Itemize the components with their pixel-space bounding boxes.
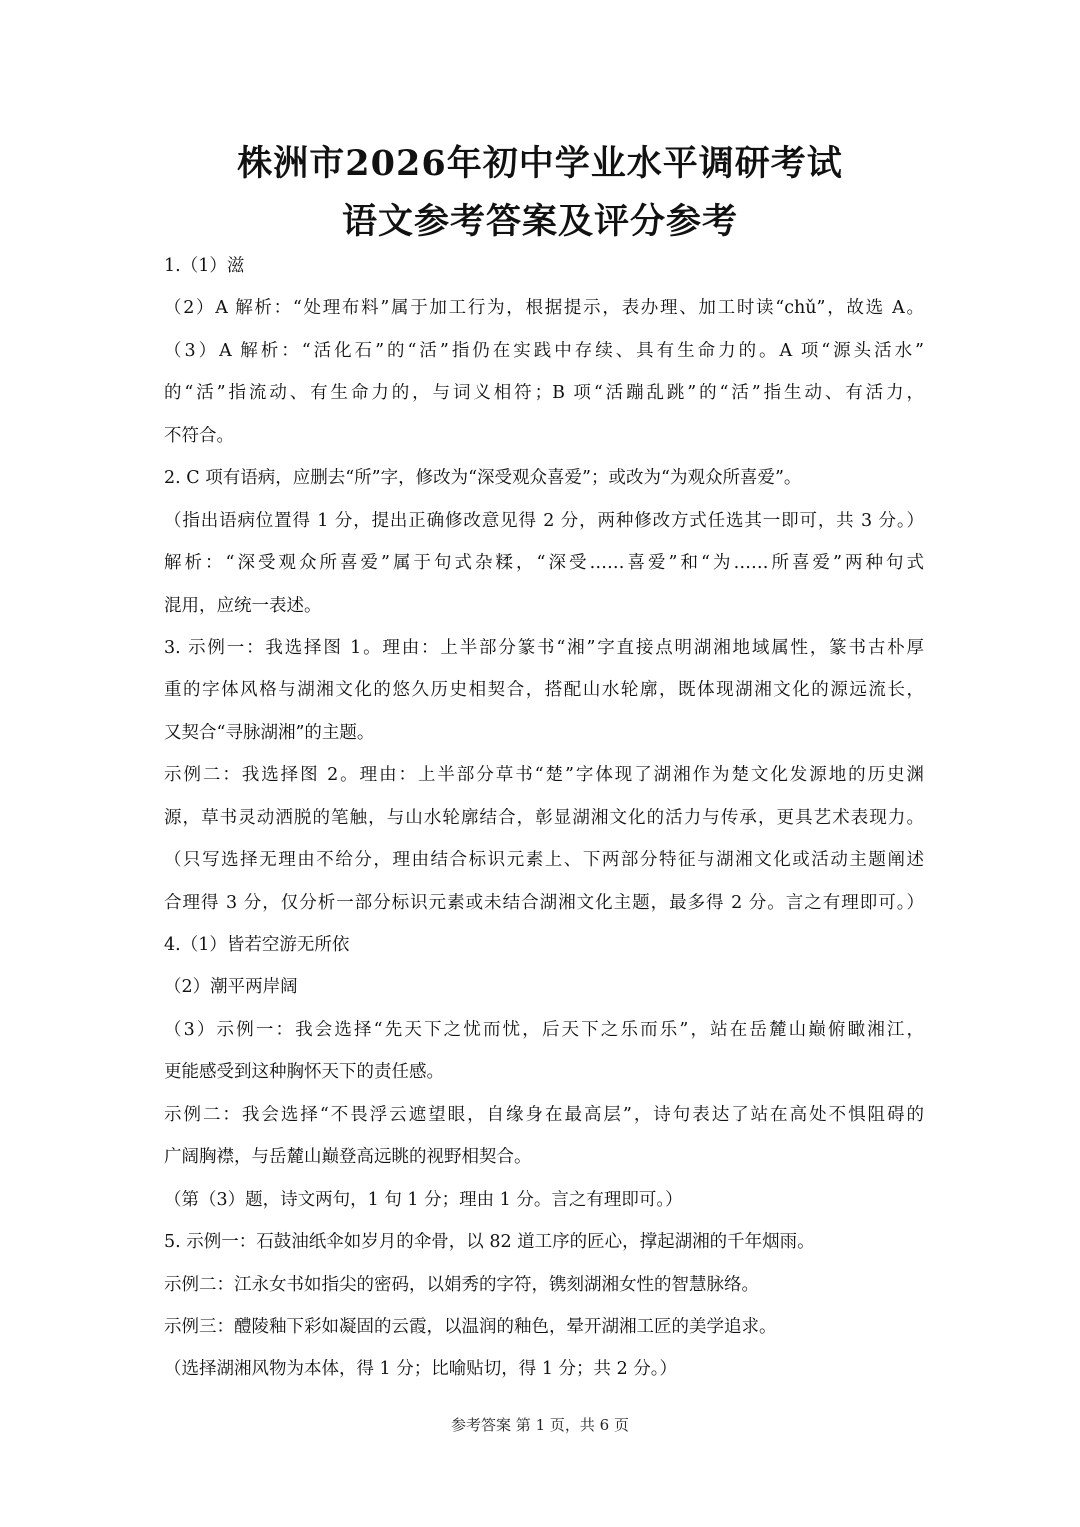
page-footer: 参考答案 第 1 页，共 6 页 xyxy=(451,1416,629,1434)
answer-content xyxy=(164,245,924,1391)
answer-line: 示例二：我会选择“不畏浮云遮望眼，自缘身在最高层”，诗句表达了站在高处不惧阻碍的 xyxy=(164,1104,924,1125)
answer-line: 示例二：江永女书如指尖的密码，以娟秀的字符，镌刻湖湘女性的智慧脉络。 xyxy=(164,1274,759,1295)
answer-line: 示例三：醴陵釉下彩如凝固的云霞，以温润的釉色，晕开湖湘工匠的美学追求。 xyxy=(164,1316,777,1337)
answer-line: （3）示例一：我会选择“先天下之忧而忧，后天下之乐而乐”，站在岳麓山巅俯瞰湘江， xyxy=(164,1019,924,1040)
answer-line: 5. 示例一：石鼓油纸伞如岁月的伞骨，以 82 道工序的匠心，撑起湖湘的千年烟雨。 xyxy=(164,1232,815,1253)
answer-line: 示例二：我选择图 2。理由：上半部分草书“楚”字体现了湖湘作为楚文化发源地的历史渊 xyxy=(164,765,924,786)
answer-line: （2）A 解析：“处理布料”属于加工行为，根据提示，表办理、加工时读“chǔ”，故选 A。 xyxy=(164,298,924,319)
exam-title: 株洲市2026年初中学业水平调研考试 xyxy=(237,143,843,184)
answer-line: 源，草书灵动洒脱的笔触，与山水轮廓结合，彰显湖湘文化的活力与传承，更具艺术表现力。 xyxy=(164,807,924,828)
answer-line: 解析：“深受观众所喜爱”属于句式杂糅，“深受……喜爱”和“为……所喜爱”两种句式 xyxy=(164,553,924,574)
answer-line: 混用，应统一表述。 xyxy=(164,595,322,616)
answer-line: 不符合。 xyxy=(164,425,234,446)
answer-line: 3. 示例一：我选择图 1。理由：上半部分篆书“湘”字直接点明湖湘地域属性，篆书古朴厚 xyxy=(164,637,924,658)
answer-line: 2. C 项有语病，应删去“所”字，修改为“深受观众喜爱”；或改为“为观众所喜爱”。 xyxy=(164,468,802,489)
answer-line: （指出语病位置得 1 分，提出正确修改意见得 2 分，两种修改方式任选其一即可，共 3 分。） xyxy=(164,510,924,531)
document-subtitle: 语文参考答案及评分参考 xyxy=(341,201,738,242)
answer-line: 又契合“寻脉湖湘”的主题。 xyxy=(164,722,375,743)
answer-line: 重的字体风格与湖湘文化的悠久历史相契合，搭配山水轮廓，既体现湖湘文化的源远流长， xyxy=(164,680,924,701)
answer-line: （选择湖湘风物为本体，得 1 分；比喻贴切，得 1 分；共 2 分。） xyxy=(164,1359,678,1380)
answer-line: （第（3）题，诗文两句，1 句 1 分；理由 1 分。言之有理即可。） xyxy=(164,1189,683,1210)
answer-line: 4.（1）皆若空游无所依 xyxy=(164,935,350,955)
answer-line: （2）潮平两岸阔 xyxy=(164,977,298,998)
answer-line: 1.（1）滋 xyxy=(164,256,245,276)
answer-line: （3）A 解析：“活化石”的“活”指仍在实践中存续、具有生命力的。A 项“源头活水” xyxy=(164,340,924,361)
answer-line: 广阔胸襟，与岳麓山巅登高远眺的视野相契合。 xyxy=(164,1147,532,1168)
answer-line: （只写选择无理由不给分，理由结合标识元素上、下两部分特征与湖湘文化或活动主题阐述 xyxy=(164,850,924,871)
answer-line: 的“活”指流动、有生命力的，与词义相符；B 项“活蹦乱跳”的“活”指生动、有活力， xyxy=(164,383,924,404)
answer-line: 合理得 3 分，仅分析一部分标识元素或未结合湖湘文化主题，最多得 2 分。言之有理即可。） xyxy=(164,892,924,913)
answer-line: 更能感受到这种胸怀天下的责任感。 xyxy=(164,1062,444,1083)
